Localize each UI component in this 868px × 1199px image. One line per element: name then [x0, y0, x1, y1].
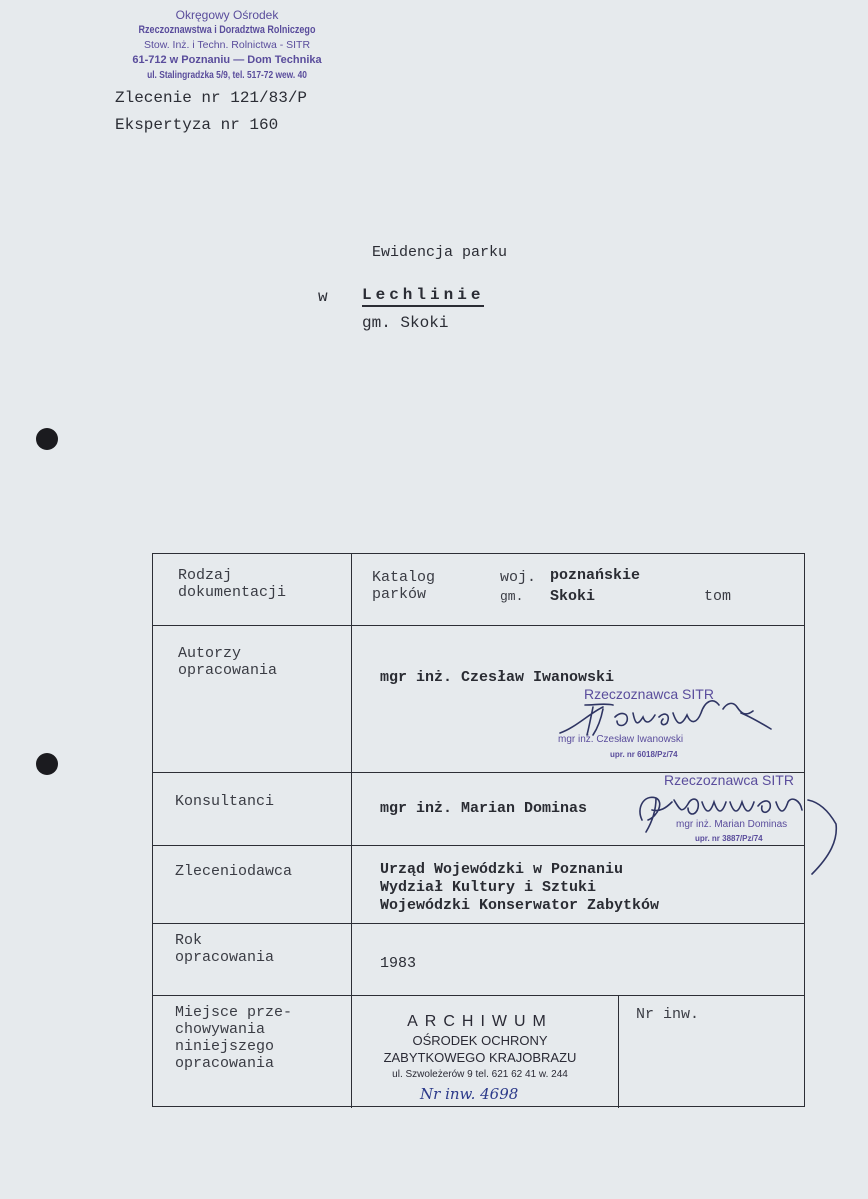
catalog-label: Katalog parków — [372, 569, 436, 603]
client-line-1: Urząd Wojewódzki w Poznaniu — [380, 861, 624, 878]
column-divider — [351, 554, 352, 1108]
label-client: Zleceniodawca — [175, 863, 293, 880]
commune-value: Skoki — [550, 588, 596, 605]
punch-hole-top — [36, 428, 58, 450]
author-name: mgr inż. Czesław Iwanowski — [380, 669, 615, 686]
commune-label: gm. — [500, 589, 524, 604]
archive-line-4: ul. Szwoleżerów 9 tel. 621 62 41 w. 244 — [392, 1069, 568, 1080]
consultant-signature — [622, 780, 847, 880]
punch-hole-bottom — [36, 753, 58, 775]
stamp-line-2: Rzeczoznawstwa i Doradztwa Rolniczego — [138, 24, 316, 36]
label-year: Rok opracowania — [175, 932, 275, 966]
author-signature — [555, 693, 780, 743]
place-name — [362, 286, 484, 304]
label-storage-place: Miejsce prze- chowywania niniejszego opracowania — [175, 1004, 293, 1072]
expertise-number: Ekspertyza nr 160 — [115, 116, 279, 134]
title-prefix: w — [318, 288, 328, 306]
client-line-3: Wojewódzki Konserwator Zabytków — [380, 897, 660, 914]
author-stamp-title: Rzeczoznawca SITR — [584, 686, 714, 702]
author-stamp-name: mgr inż. Czesław Iwanowski — [558, 734, 684, 745]
label-consultants: Konsultanci — [175, 793, 275, 810]
row-divider — [153, 625, 804, 626]
stamp-line-3: Stow. Inż. i Techn. Rolnictwa - SITR — [143, 39, 311, 51]
column-divider — [618, 995, 619, 1108]
office-stamp — [112, 8, 342, 83]
client-line-2: Wydział Kultury i Sztuki — [380, 879, 597, 896]
stamp-line-5: ul. Stalingradzka 5/9, tel. 517-72 wew. 40 — [147, 70, 307, 81]
row-divider — [153, 995, 804, 996]
voivodeship-value: poznańskie — [550, 567, 641, 584]
consultant-stamp-title: Rzeczoznawca SITR — [664, 772, 794, 788]
label-authors: Autorzy opracowania — [178, 645, 278, 679]
consultant-name: mgr inż. Marian Dominas — [380, 800, 588, 817]
stamp-line-1: Okręgowy Ośrodek — [175, 8, 279, 22]
document-title: Ewidencja parku — [372, 244, 508, 261]
label-document-type: Rodzaj dokumentacji — [178, 567, 287, 601]
year-value: 1983 — [380, 955, 417, 972]
handwritten-inventory-number: Nr inw. 4698 — [420, 1085, 519, 1103]
consultant-stamp-number: upr. nr 3887/Pz/74 — [695, 834, 763, 843]
consultant-stamp-name: mgr inż. Marian Dominas — [676, 819, 788, 830]
archive-line-2: OŚRODEK OCHRONY — [412, 1033, 548, 1048]
volume-label: tom — [704, 588, 732, 605]
author-stamp-number: upr. nr 6018/Pz/74 — [610, 750, 678, 759]
row-divider — [153, 923, 804, 924]
archive-line-1: ARCHIWUM — [407, 1013, 553, 1030]
voivodeship-label: woj. — [500, 569, 537, 586]
archive-stamp — [360, 1012, 600, 1084]
commune-name: gm. Skoki — [362, 314, 449, 332]
inventory-number-label: Nr inw. — [636, 1006, 700, 1023]
place-name-text: Lechlinie — [362, 286, 484, 307]
archive-line-3: ZABYTKOWEGO KRAJOBRAZU — [383, 1050, 577, 1065]
stamp-line-4: 61-712 w Poznaniu — Dom Technika — [132, 54, 322, 66]
order-number: Zlecenie nr 121/83/P — [115, 89, 308, 107]
